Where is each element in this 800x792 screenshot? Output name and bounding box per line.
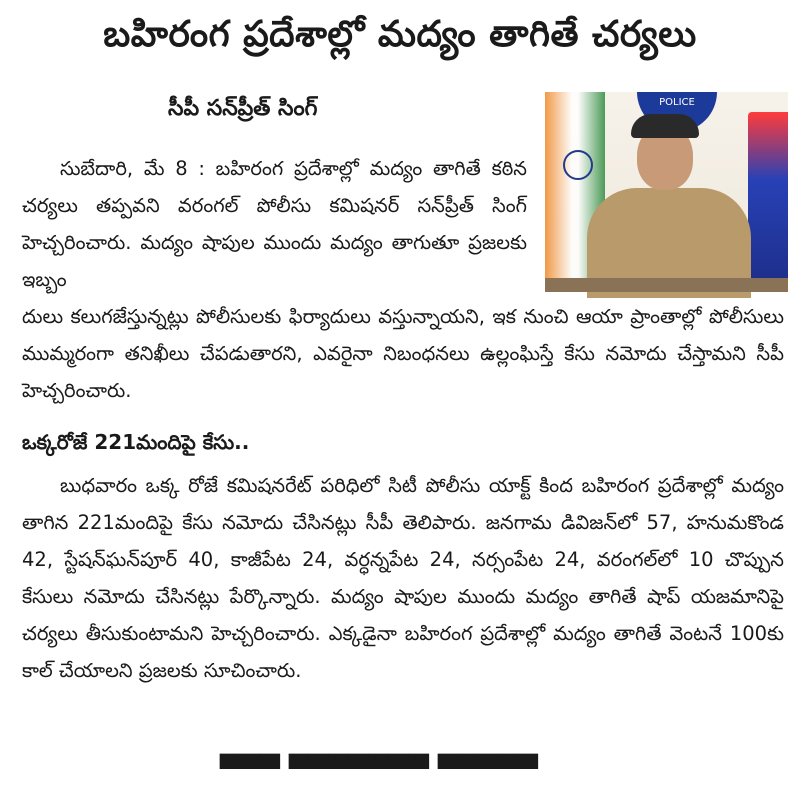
headline: బహిరంగ ప్రదేశాల్లో మద్యం తాగితే చర్యలు	[103, 14, 697, 55]
cut-off-next-headline: ▀▀▀ ▀▀▀▀▀▀▀ ▀▀▀▀▀	[220, 755, 539, 785]
paragraph-2: బుధవారం ఒక్క రోజే కమిషనరేట్ పరిధిలో సిటీ పోలీసు యాక్ట్ కింద బహిరంగ ప్రదేశాల్లో మద్యం తాగిన 221మందిపై కేసు నమోదు చేసినట్లు సీపీ తెలిపారు. జనగామ డివిజన్‌లో 57, హనుమకొండ 42, స్టేషన్‌ఘన్‌పూర్ 40, కాజీపేట 24, వర్ధన్నపేట 24, నర్సంపేట 24, వరంగల్‌లో 10 చొప్పున కేసులు నమోదు చేసినట్లు పేర్కొన్నారు. మద్యం షాపుల ముందు మద్యం తాగితే షాప్ యజమానిపై చర్యలు తీసుకుంటామని హెచ్చరించారు. ఎక్కడైనా బహిరంగ ప్రదేశాల్లో మద్యం తాగితే వెంటనే 100కు కాల్ చేయాలని ప్రజలకు సూచించారు.	[22, 474, 784, 682]
byline: సీపీ సన్‌ప్రీత్ సింగ్	[168, 96, 318, 121]
officer-cap	[631, 114, 699, 138]
paragraph-1-bottom: దులు కలుగజేస్తున్నట్లు పోలీసులకు ఫిర్యాదులు వస్తున్నాయని, ఇక నుంచి ఆయా ప్రాంతాల్లో పోలీసులు ముమ్మరంగా తనిఖీలు చేపడుతారని, ఎవరైనా నిబంధనలు ఉల్లంఘిస్తే కేసు నమోదు చేస్తామని సీపీ హెచ్చరించారు.	[22, 305, 784, 402]
paragraph-1-top: సుబేదారి, మే 8 : బహిరంగ ప్రదేశాల్లో మద్యం తాగితే కఠిన చర్యలు తప్పవని వరంగల్ పోలీసు కమిషనర్ సన్‌ప్రీత్ సింగ్ హెచ్చరించారు. మద్యం షాపుల ముందు మద్యం తాగుతూ ప్రజలకు ఇబ్బం	[22, 157, 527, 291]
article-body	[22, 150, 784, 409]
police-emblem: POLICE	[637, 92, 717, 132]
subheading: ఒక్కరోజే 221మందిపై కేసు..	[22, 430, 250, 454]
